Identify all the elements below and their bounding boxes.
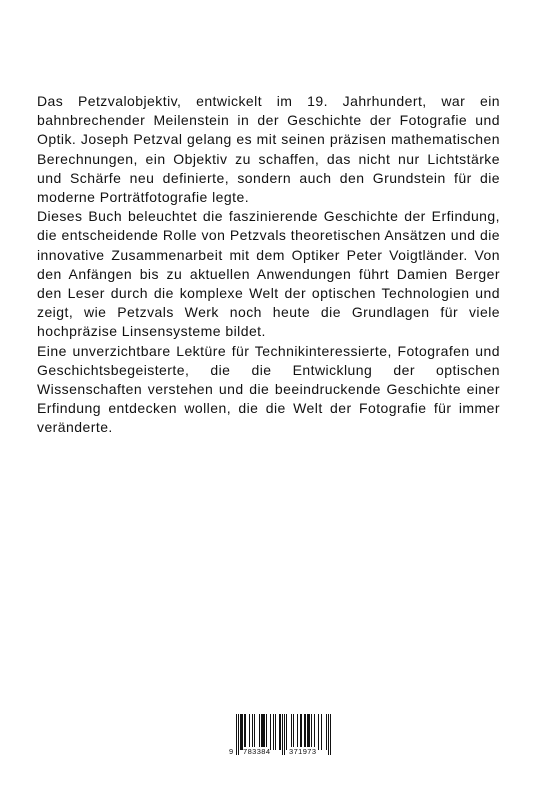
barcode-bar [264, 714, 265, 750]
barcode-bar [270, 714, 271, 750]
barcode-bar [297, 714, 298, 750]
description-paragraph-3: Eine unverzichtbare Lektüre für Technikinteressierte, Fotografen und Geschichtsbegeisterte, die die Entwicklung der optischen Wissenschaften verstehen und die beeindruckende Geschichte einer Erfindung entdecken wollen, die die Welt der Fotografie für immer veränderte. [37, 342, 500, 436]
barcode-bar [252, 714, 253, 750]
barcode-bar [305, 714, 306, 750]
barcode-bar [314, 714, 315, 750]
barcode-bar [261, 714, 262, 750]
barcode-bar [284, 714, 285, 755]
barcode-bar [309, 714, 310, 750]
barcode-bar [244, 714, 245, 750]
barcode-bar [266, 714, 267, 750]
barcode-bar [286, 714, 287, 750]
barcode-bar [249, 714, 250, 750]
barcode-bar [293, 714, 294, 750]
barcode-bar [321, 714, 322, 750]
barcode-bar [241, 714, 242, 750]
barcode-digits-left: 783384 [243, 747, 271, 756]
barcode-bar [262, 714, 263, 750]
barcode-bar [328, 714, 329, 755]
barcode-bar [275, 714, 276, 750]
barcode-bar [263, 714, 264, 750]
barcode-bar [307, 714, 308, 750]
barcode-bar [242, 714, 243, 750]
barcode-bar [291, 714, 292, 750]
barcode-bar [240, 714, 241, 750]
barcode-bar [301, 714, 302, 750]
barcode-bar [280, 714, 281, 750]
description-paragraph-1: Das Petzvalobjektiv, entwickelt im 19. Jahrhundert, war ein bahnbrechender Meilenstein in der Geschichte der Fotografie und Optik. Joseph Petzval gelang es mit seinen präzisen mathematischen Berechnungen, ein Objektiv zu schaffen, das nicht nur Lichtstärke und Schärfe neu definierte, sondern auch den Grundstein für die moderne Porträtfotografie legte. [37, 93, 500, 206]
barcode-bar [318, 714, 319, 750]
barcode-bar [330, 714, 331, 755]
barcode-bar [254, 714, 255, 750]
barcode-bar [245, 714, 246, 750]
barcode-bar [259, 714, 260, 750]
barcode-bar [326, 714, 327, 750]
barcode-bar [238, 714, 239, 755]
barcode-digit-first: 9 [229, 747, 234, 756]
barcode-bar [279, 714, 280, 750]
back-cover-description [37, 92, 500, 438]
barcode-bar [300, 714, 301, 750]
description-paragraph-2: Dieses Buch beleuchtet die faszinierende Geschichte der Erfindung, die entscheidende Rolle von Petzvals theoretischen Ansätzen und die innovative Zusammenarbeit mit dem Optiker Peter Voigtländer. Von den Anfängen bis zu aktuellen Anwendungen führt Damien Berger den Leser durch die komplexe Welt der optischen Technologien und zeigt, wie Petzvals Werk noch heute die Grundlagen für viele hochpräzise Linsensysteme bildet. [37, 208, 500, 340]
barcode-bar [304, 714, 305, 750]
barcode-bar [236, 714, 237, 755]
barcode-bar [308, 714, 309, 750]
barcode-bar [311, 714, 312, 750]
isbn-barcode [229, 712, 333, 760]
barcode-bar [273, 714, 274, 750]
barcode-bar [282, 714, 283, 755]
barcode-digits-right: 371973 [289, 747, 317, 756]
